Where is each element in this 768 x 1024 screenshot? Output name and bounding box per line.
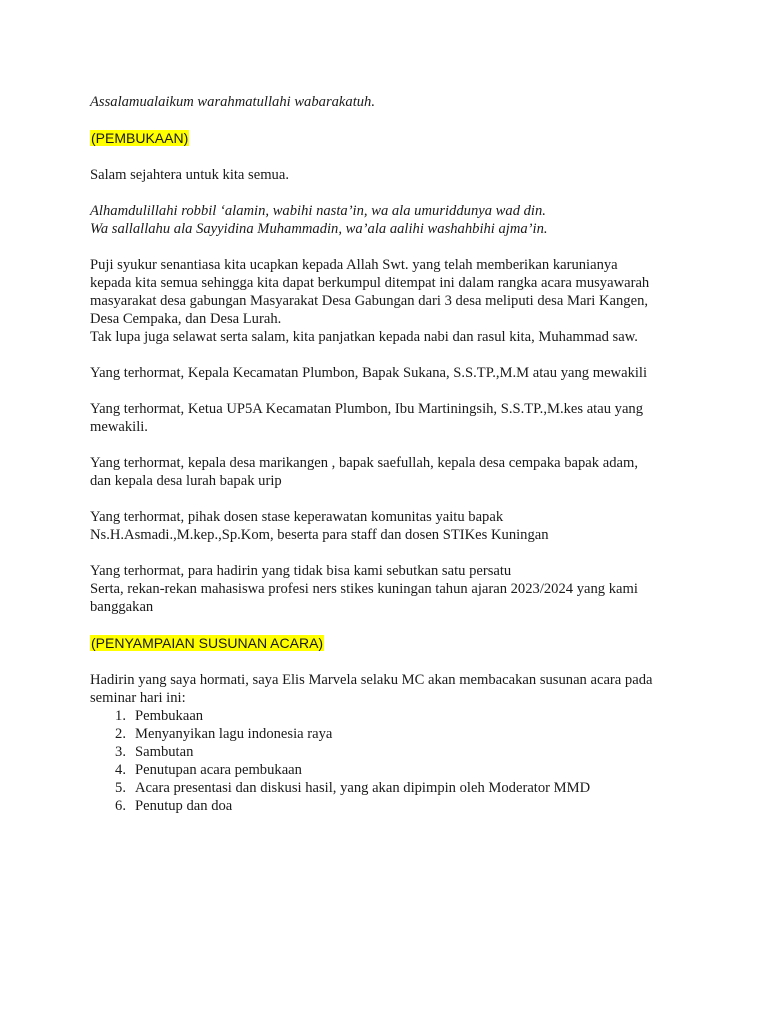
agenda-item-text: Menyanyikan lagu indonesia raya [135, 726, 333, 742]
gratitude-line-5: Tak lupa juga selawat serta salam, kita panjatkan kepada nabi dan rasul kita, Muhammad saw. [90, 329, 638, 345]
agenda-item-text: Pembukaan [135, 708, 204, 724]
agenda-item-text: Acara presentasi dan diskusi hasil, yang akan dipimpin oleh Moderator MMD [135, 780, 591, 796]
agenda-item-text: Sambutan [135, 744, 194, 760]
agenda-item-number: 6. [115, 798, 126, 814]
respect-mahasiswa-line-1: Serta, rekan-rekan mahasiswa profesi ners stikes kuningan tahun ajaran 2023/2024 yang kami [90, 581, 638, 597]
agenda-item-number: 2. [115, 726, 126, 742]
respect-up5a [90, 400, 685, 436]
gratitude-paragraph [90, 256, 685, 346]
respect-hadirin: Yang terhormat, para hadirin yang tidak bisa kami sebutkan satu persatu [90, 563, 512, 579]
gratitude-line-3: masyarakat desa gabungan Masyarakat Desa Gabungan dari 3 desa meliputi desa Mari Kangen, [90, 293, 649, 309]
gratitude-line-4: Desa Cempaka, dan Desa Lurah. [90, 311, 282, 327]
agenda-intro [90, 671, 685, 707]
agenda-item [90, 725, 685, 743]
respect-kades [90, 454, 685, 490]
agenda-item-text: Penutupan acara pembukaan [135, 762, 302, 778]
gratitude-line-2: kepada kita semua sehingga kita dapat berkumpul ditempat ini dalam rangka acara musyawarah [90, 275, 650, 291]
salam-line: Salam sejahtera untuk kita semua. [90, 167, 289, 183]
agenda-item [90, 797, 685, 815]
respect-dosen-line-2: Ns.H.Asmadi.,M.kep.,Sp.Kom, beserta para staff dan dosen STIKes Kuningan [90, 527, 549, 543]
highlighted-heading-opening: (PEMBUKAAN) [91, 130, 189, 146]
respect-dosen-line-1: Yang terhormat, pihak dosen stase keperawatan komunitas yaitu bapak [90, 509, 504, 525]
respect-camat: Yang terhormat, Kepala Kecamatan Plumbon, Bapak Sukana, S.S.TP.,M.M atau yang mewakili [90, 365, 648, 381]
agenda-item [90, 707, 685, 725]
section-heading-opening [90, 129, 685, 148]
hamdalah-line-2: Wa sallallahu ala Sayyidina Muhammadin, wa’ala aalihi washahbihi ajma’in. [90, 221, 548, 237]
agenda-item-number: 4. [115, 762, 126, 778]
agenda-intro-line-1: Hadirin yang saya hormati, saya Elis Marvela selaku MC akan membacakan susunan acara pada [90, 672, 653, 688]
greeting: Assalamualaikum warahmatullahi wabarakatuh. [90, 94, 375, 110]
agenda-item [90, 743, 685, 761]
agenda-item-number: 3. [115, 744, 126, 760]
agenda-item-number: 1. [115, 708, 126, 724]
respect-up5a-line-1: Yang terhormat, Ketua UP5A Kecamatan Plumbon, Ibu Martiningsih, S.S.TP.,M.kes atau yang [90, 401, 644, 417]
agenda-item-text: Penutup dan doa [135, 798, 233, 814]
agenda-list [90, 707, 685, 815]
agenda-intro-line-2: seminar hari ini: [90, 690, 186, 706]
section-heading-agenda [90, 634, 685, 653]
agenda-item-number: 5. [115, 780, 126, 796]
respect-kades-line-2: dan kepala desa lurah bapak urip [90, 473, 282, 489]
highlighted-heading-agenda: (PENYAMPAIAN SUSUNAN ACARA) [91, 635, 324, 651]
respect-up5a-line-2: mewakili. [90, 419, 148, 435]
respect-kades-line-1: Yang terhormat, kepala desa marikangen , bapak saefullah, kepala desa cempaka bapak adam, [90, 455, 638, 471]
respect-dosen [90, 508, 685, 544]
agenda-item [90, 779, 685, 797]
document-page [90, 93, 685, 815]
respect-hadirin-mahasiswa [90, 562, 685, 616]
hamdalah-line-1: Alhamdulillahi robbil ‘alamin, wabihi nasta’in, wa ala umuriddunya wad din. [90, 203, 546, 219]
gratitude-line-1: Puji syukur senantiasa kita ucapkan kepada Allah Swt. yang telah memberikan karunianya [90, 257, 618, 273]
agenda-item [90, 761, 685, 779]
hamdalah-block [90, 202, 685, 238]
respect-mahasiswa-line-2: banggakan [90, 599, 154, 615]
